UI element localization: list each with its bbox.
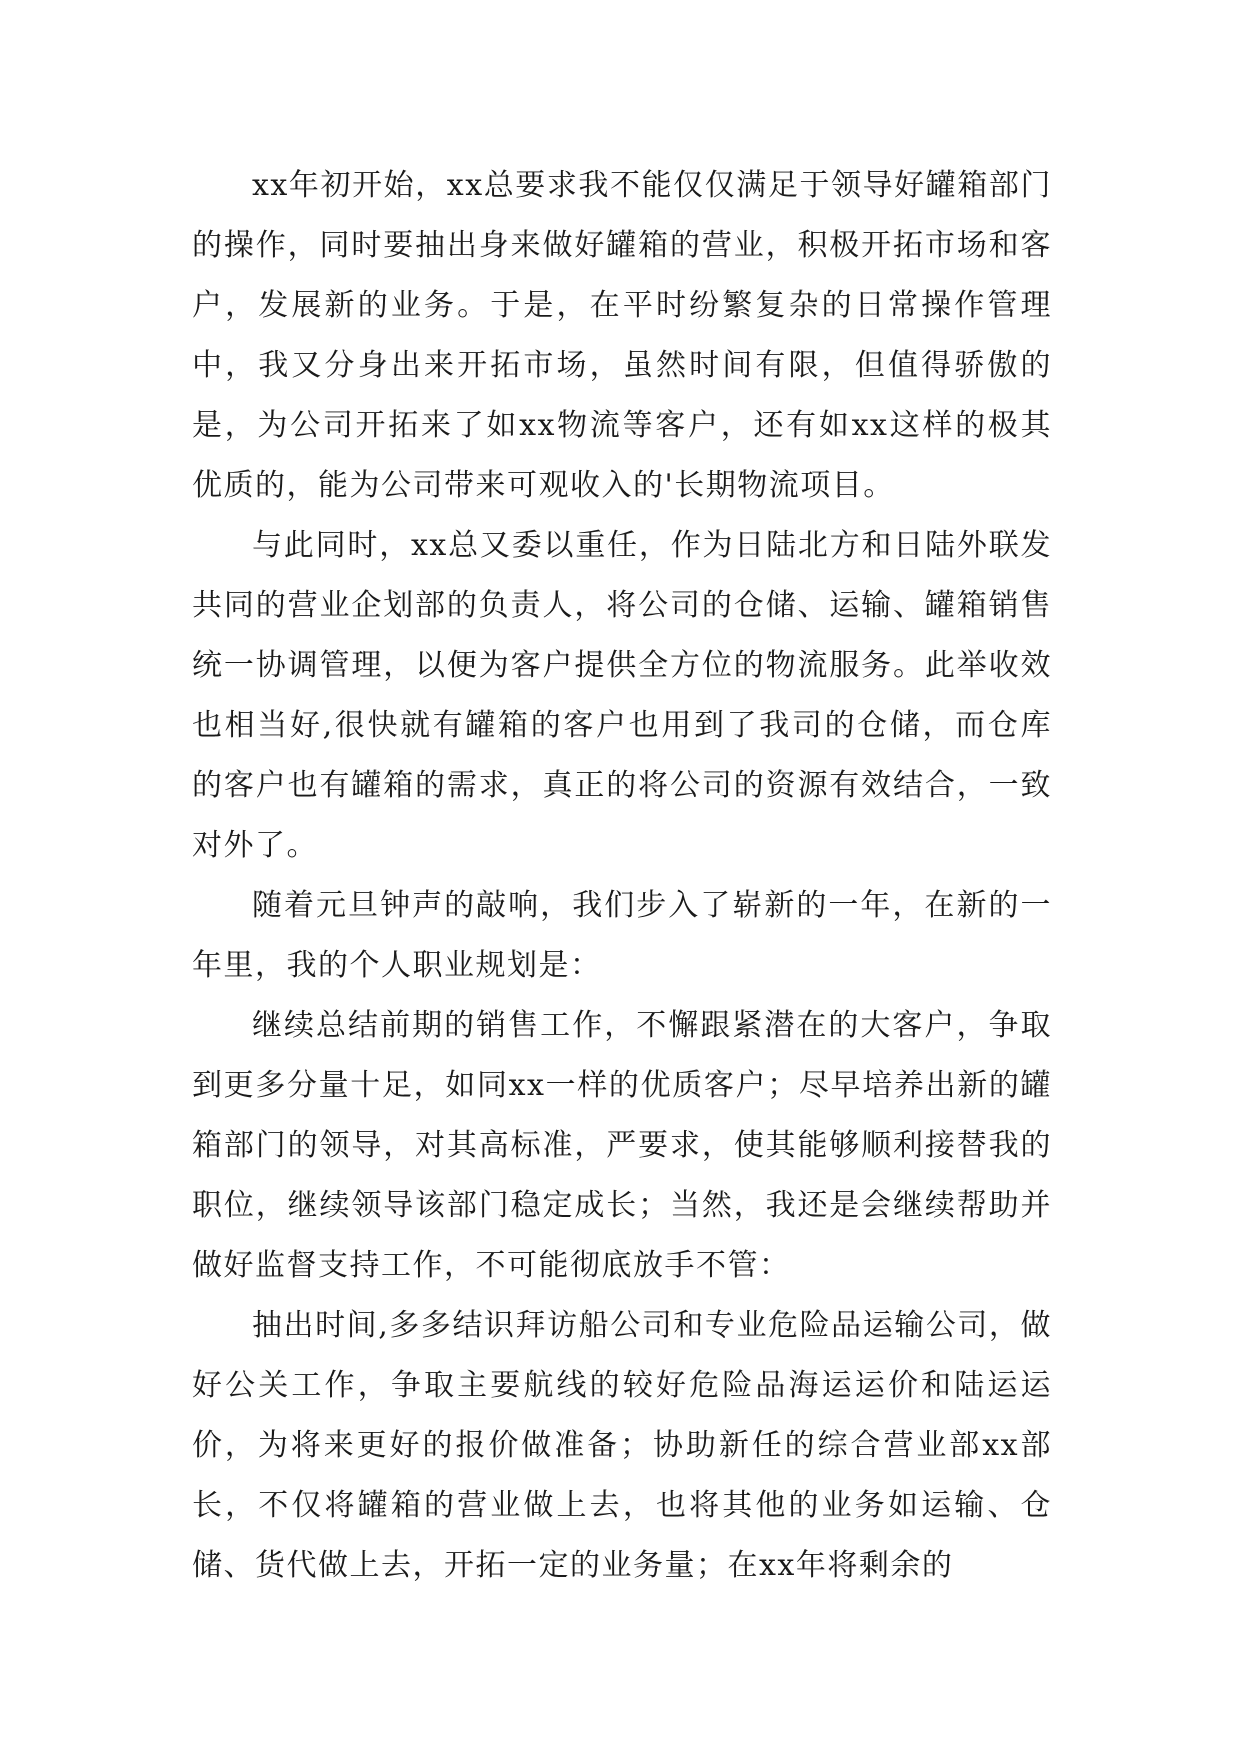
paragraph-2: 与此同时，xx总又委以重任，作为日陆北方和日陆外联发共同的营业企划部的负责人，将公司的仓储、运输、罐箱销售统一协调管理，以便为客户提供全方位的物流服务。此举收效也相当好,很快就有罐箱的客户也用到了我司的仓储，而仓库的客户也有罐箱的需求，真正的将公司的资源有效结合，一致对外了。 [192,528,1052,863]
paragraph-5: 抽出时间,多多结识拜访船公司和专业危险品运输公司，做好公关工作，争取主要航线的较好危险品海运运价和陆运运价，为将来更好的报价做准备；协助新任的综合营业部xx部长，不仅将罐箱的营业做上去，也将其他的业务如运输、仓储、货代做上去，开拓一定的业务量；在xx年将剩余的 [192,1308,1052,1583]
document-body [192,156,1052,1596]
paragraph-1: xx年初开始，xx总要求我不能仅仅满足于领导好罐箱部门的操作，同时要抽出身来做好罐箱的营业，积极开拓市场和客户，发展新的业务。于是，在平时纷繁复杂的日常操作管理中，我又分身出来开拓市场，虽然时间有限，但值得骄傲的是，为公司开拓来了如xx物流等客户，还有如xx这样的极其优质的，能为公司带来可观收入的'长期物流项目。 [192,168,1052,503]
paragraph-4: 继续总结前期的销售工作，不懈跟紧潜在的大客户，争取到更多分量十足，如同xx一样的优质客户；尽早培养出新的罐箱部门的领导，对其高标准，严要求，使其能够顺利接替我的职位，继续领导该部门稳定成长；当然，我还是会继续帮助并做好监督支持工作，不可能彻底放手不管： [192,1008,1052,1283]
paragraph-3: 随着元旦钟声的敲响，我们步入了崭新的一年，在新的一年里，我的个人职业规划是： [192,888,1052,983]
